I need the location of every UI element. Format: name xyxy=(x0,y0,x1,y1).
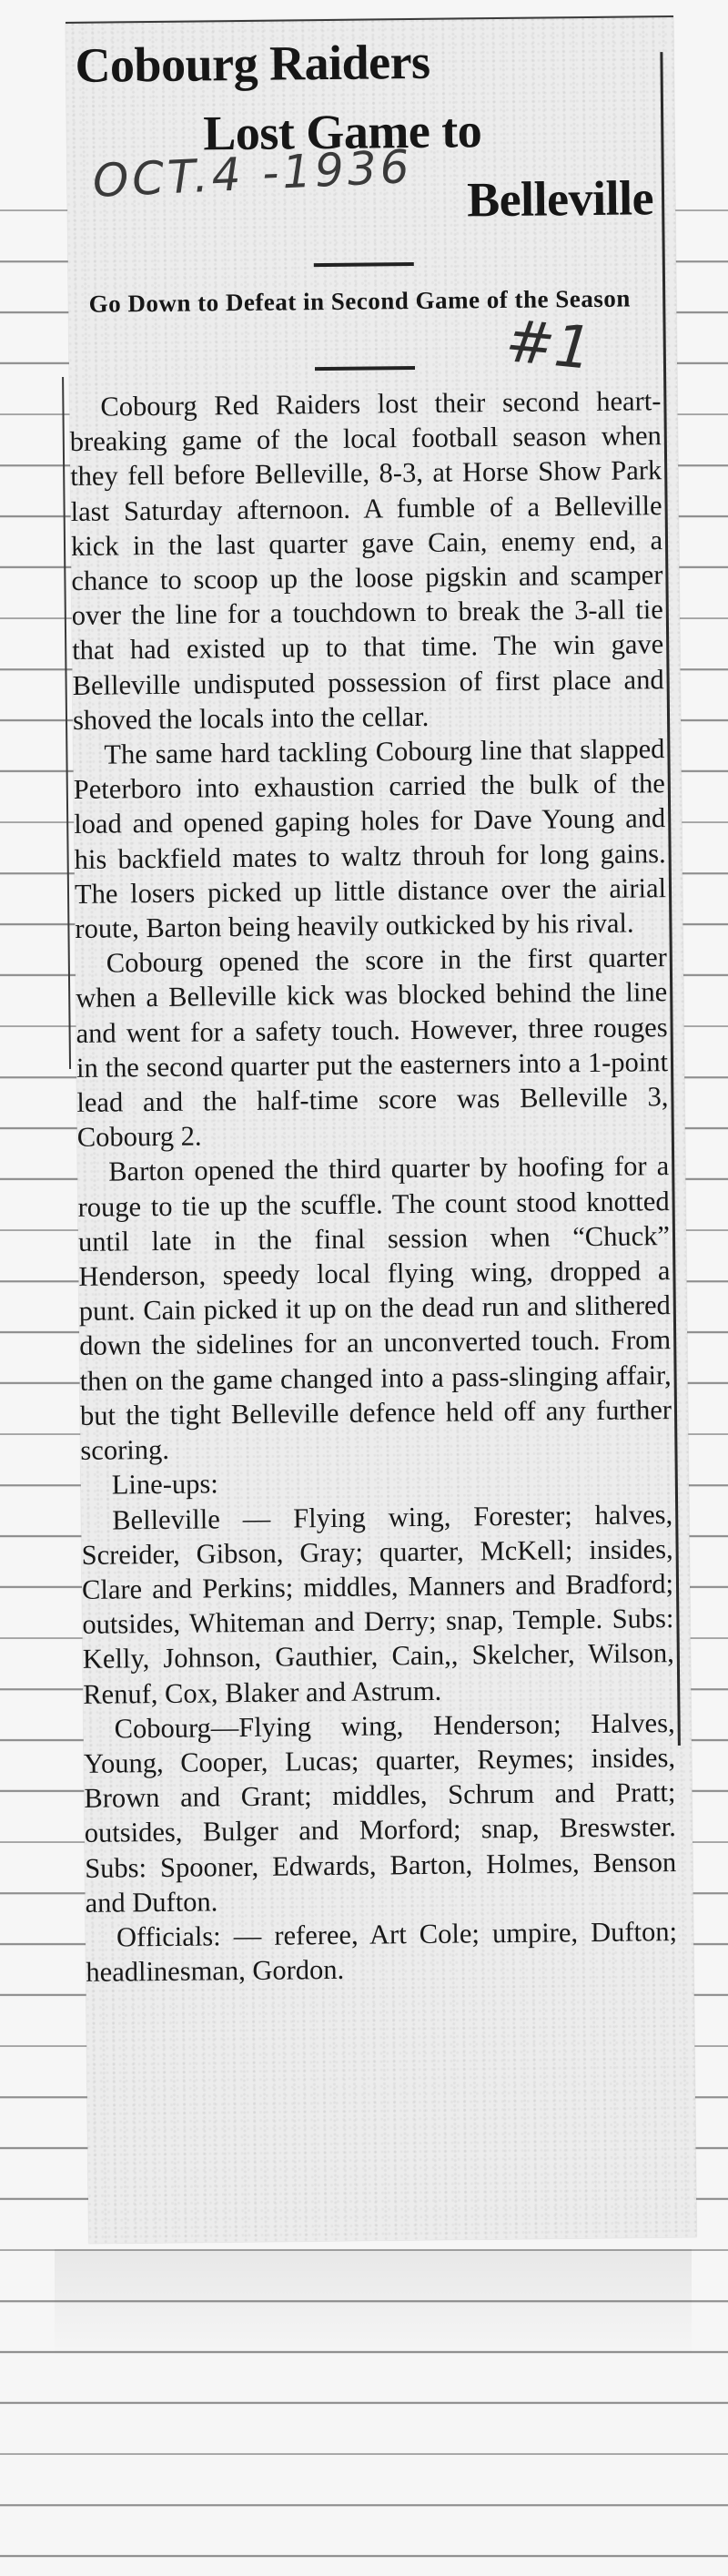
article-paragraph: The same hard tackling Cobourg line that slapped Peterboro into exhaustion carried the bulk of the load and opened gaping holes for Dave Young and his backfield mates to waltz throuh for long gains. The losers picked up little distance over the airial route, Barton being heavily outkicked by his rival. xyxy=(73,733,667,944)
article-paragraph: Cobourg opened the score in the first quarter when a Belleville kick was blocked behind the line and went for a safety touch. However, three rouges in the second quarter put the easterners into a 1-point lead and the half-time score was Belleville 3, Cobourg 2. xyxy=(76,942,669,1154)
handwritten-date-annotation: OCT.4 -1936 xyxy=(91,139,414,208)
clipping-shadow xyxy=(55,2249,692,2358)
lineups-heading: Line-ups: xyxy=(111,1468,218,1501)
lineup-belleville: Belleville — Flying wing, Forester; halves, Screider, Gibson, Gray; quarter, McKell; insides, Clare and Perkins; middles, Manners and Bradford; outsides, Whiteman and Derry; snap, Temple. Subs: Kelly, Johnson, Gauthier, Cain,, Skelcher, Wilson, Renuf, Cox, Blaker and Astrum. xyxy=(81,1498,674,1710)
headline-line-1: Cobourg Raiders xyxy=(75,34,430,93)
article-body xyxy=(69,383,677,1990)
officials: Officials: — referee, Art Cole; umpire, Dufton; headlinesman, Gordon. xyxy=(86,1916,678,1989)
headline-line-3: Belleville xyxy=(466,170,654,228)
article-paragraph: Barton opened the third quarter by hoofing for a rouge to tie up the scuffle. The count stood knotted until late in the final session when “Chuck” Henderson, speedy local flying wing, dropped a punt. Cain picked it up on the dead run and slithered down the sidelines for an unconverted touch. From then on the game changed into a pass-slinging affair, but the tight Belleville defence held off any further scoring. xyxy=(77,1150,672,1467)
headline xyxy=(75,25,659,239)
handwritten-number-annotation: #1 xyxy=(502,308,595,383)
headline-line-2: Lost Game to xyxy=(202,103,482,161)
headline-divider xyxy=(314,262,414,267)
subhead-divider xyxy=(315,366,415,371)
subheadline: Go Down to Defeat in Second Game of the Season xyxy=(88,284,631,318)
newspaper-clipping xyxy=(66,15,697,2244)
article-paragraph: Cobourg Red Raiders lost their second heart-breaking game of the local football season when they fell before Belleville, 8-3, at Horse Show Park last Saturday afternoon. A fumble of a Belleville kick in the last quarter gave Cain, enemy end, a chance to scoop up the loose pigskin and scamper over the line for a touchdown to break the 3-all tie that had existed up to that time. The win gave Belleville undisputed possession of first place and shoved the locals into the cellar. xyxy=(69,385,664,736)
lineup-cobourg: Cobourg—Flying wing, Henderson; Halves, Young, Cooper, Lucas; quarter, Reymes; insides, Brown and Grant; middles, Schrum and Pratt; outsides, Bulger and Morford; snap, Breswster. Subs: Spooner, Edwards, Barton, Holmes, Benson and Dufton. xyxy=(83,1706,677,1919)
